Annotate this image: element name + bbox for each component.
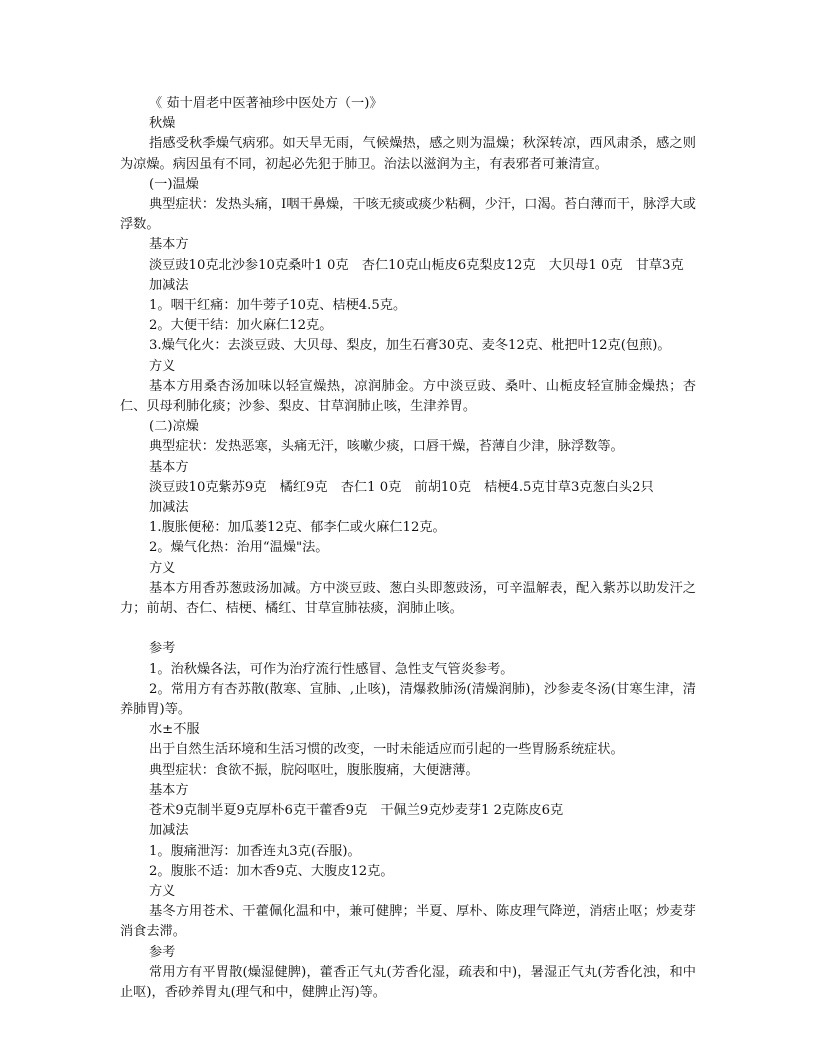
acclimatization-modify-item: 2。腹胀不适：加木香9克、大腹皮12克。 bbox=[149, 863, 394, 879]
cool-dryness-symptoms: 典型症状：发热恶寒，头痛无汗，咳嗽少痰，口唇干燥，苔薄自少津，脉浮数等。 bbox=[149, 439, 624, 455]
warm-dryness-modify-item: 3.燥气化火：去淡豆豉、大贝母、梨皮，加生石膏30克、麦冬12克、枇把叶12克(包煎)。 bbox=[149, 338, 671, 354]
acclimatization-basic-label: 基本方 bbox=[149, 782, 189, 798]
cool-dryness-basic-formula: 淡豆豉10克紫苏9克 橘红9克 杏仁1 0克 前胡10克 桔梗4.5克甘草3克葱白头2只 bbox=[149, 479, 654, 495]
document-title: 《 茹十眉老中医著袖珍中医处方（一)》 bbox=[149, 96, 383, 111]
acclimatization-meaning-label: 方义 bbox=[149, 883, 176, 899]
document-page bbox=[120, 94, 696, 1003]
acclimatization-meaning: 基冬方用苍术、干藿佩化温和中，兼可健脾；半夏、厚朴、陈皮理气降逆，消痞止呕；炒麦芽消食去滞。 bbox=[120, 904, 696, 940]
cool-dryness-meaning: 基本方用香苏葱豉汤加减。方中淡豆豉、葱白头即葱豉汤，可辛温解表，配入紫苏以助发汗之力；前胡、杏仁、桔梗、橘红、甘草宣肺祛痰，润肺止咳。 bbox=[120, 580, 696, 617]
reference-item: 1。治秋燥各法，可作为治疗流行性感冒、急性支气管炎参考。 bbox=[149, 661, 514, 677]
warm-dryness-modify-item: 2。大便干结：加火麻仁12克。 bbox=[149, 318, 333, 334]
cool-dryness-modify-item: 2。燥气化热：治用“温燥"法。 bbox=[149, 540, 329, 556]
autumn-dryness-intro: 指感受秋季燥气病邪。如天旱无雨，气候燥热，感之则为温燥；秋深转凉，西风肃杀，感之则为凉燥。病因虽有不同，初起必先犯于肺卫。治法以滋润为主，有表邪者可兼清宣。 bbox=[120, 136, 696, 172]
cool-dryness-basic-label: 基本方 bbox=[149, 459, 189, 475]
acclimatization-modify-item: 1。腹痛泄泻：加香连丸3克(吞服)。 bbox=[149, 843, 361, 859]
reference-label: 参考 bbox=[149, 641, 176, 657]
warm-dryness-meaning: 基本方用桑杏汤加味以轻宣燥热，凉润肺金。方中淡豆豉、桑叶、山栀皮轻宣肺金燥热；杏仁、贝母利肺化痰；沙参、梨皮、甘草润肺止咳，生津养胃。 bbox=[120, 378, 696, 415]
warm-dryness-symptoms: 典型症状：发热头痛，I咽干鼻燥，干咳无痰或痰少粘稠，少汗，口渴。苔白薄而干，脉浮大或浮数。 bbox=[120, 197, 696, 233]
warm-dryness-meaning-label: 方义 bbox=[149, 358, 176, 374]
cool-dryness-modify-item: 1.腹胀便秘：加瓜蒌12克、郁李仁或火麻仁12克。 bbox=[149, 520, 446, 536]
acclimatization-reference-label: 参考 bbox=[149, 944, 176, 960]
acclimatization-basic-formula: 苍术9克制半夏9克厚朴6克干藿香9克 干佩兰9克炒麦芽1 2克陈皮6克 bbox=[149, 803, 564, 819]
acclimatization-symptoms: 典型症状：食欲不振，脘闷呕吐，腹胀腹痛，大便溏薄。 bbox=[149, 762, 479, 778]
warm-dryness-basic-label: 基本方 bbox=[149, 237, 189, 253]
acclimatization-intro: 出于自然生活环境和生活习惯的改变，一时未能适应而引起的一些胃肠系统症状。 bbox=[149, 742, 624, 758]
subsection-heading-warm-dryness: (一)温燥 bbox=[149, 176, 199, 192]
warm-dryness-basic-formula: 淡豆豉10克北沙参10克桑叶1 0克 杏仁10克山栀皮6克梨皮12克 大贝母1 0克 甘草3克 bbox=[149, 257, 684, 273]
subsection-heading-cool-dryness: (二)凉燥 bbox=[149, 419, 199, 435]
section-heading-acclimatization: 水±不服 bbox=[149, 722, 200, 738]
paragraph-spacer bbox=[120, 619, 696, 639]
section-heading-autumn-dryness: 秋燥 bbox=[149, 116, 176, 132]
warm-dryness-modify-label: 加减法 bbox=[149, 277, 189, 293]
acclimatization-modify-label: 加减法 bbox=[149, 823, 189, 839]
cool-dryness-modify-label: 加减法 bbox=[149, 500, 189, 516]
acclimatization-reference: 常用方有平胃散(燥湿健脾)，藿香正气丸(芳香化湿，疏表和中)，暑湿正气丸(芳香化浊，和中止呕)，香砂养胃丸(理气和中，健脾止泻)等。 bbox=[120, 964, 696, 1000]
reference-item: 2。常用方有杏苏散(散寒、宣肺、,止咳)，清爆救肺汤(清燥润肺)，沙参麦冬汤(甘寒生津，清养肺胃)等。 bbox=[120, 681, 696, 718]
cool-dryness-meaning-label: 方义 bbox=[149, 560, 176, 576]
warm-dryness-modify-item: 1。咽干红痛：加牛蒡子10克、桔梗4.5克。 bbox=[149, 298, 407, 314]
